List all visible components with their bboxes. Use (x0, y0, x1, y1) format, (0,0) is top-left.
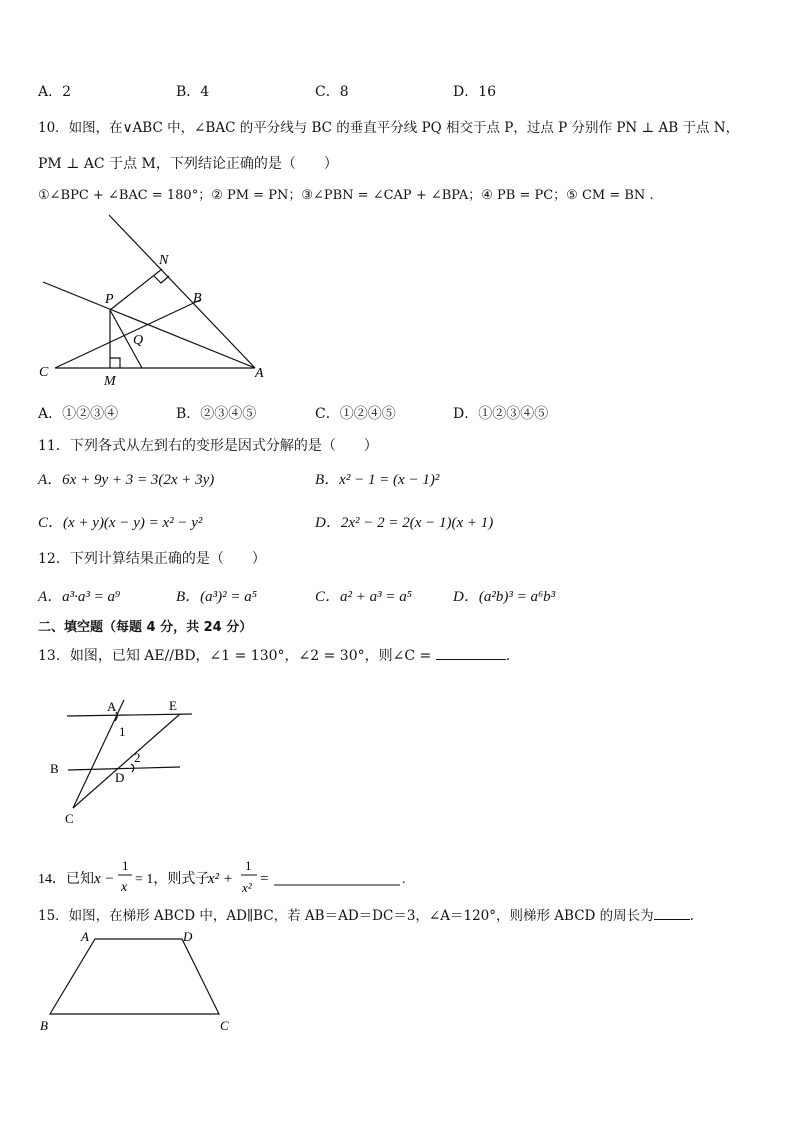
q14-frac1-num: 1 (122, 858, 129, 873)
q10-label-m: M (104, 374, 116, 389)
q10-label-a: A (255, 366, 264, 381)
q10-label-q: Q (133, 333, 144, 348)
q13-parallel-lines-figure (40, 690, 200, 830)
q14-eq1-left: x − (94, 871, 115, 887)
q13-label-d: D (115, 770, 125, 785)
q15-stem: 15．如图，在梯形 ABCD 中，AD∥BC，若 AB＝AD＝DC＝3，∠A＝120°，则梯形 ABCD 的周长为 (38, 908, 654, 924)
q13-label-1: 1 (119, 724, 126, 739)
q10-stem-line2: PM ⊥ AC 于点 M，下列结论正确的是（ ） (38, 156, 338, 172)
q10-label-p: P (105, 292, 114, 307)
q10-triangle-figure (30, 210, 290, 390)
q14-eq2-left: x² + (208, 871, 234, 887)
q13-label-c: C (65, 811, 74, 826)
q12-option-c: C．a² + a³ = a⁵ (315, 589, 412, 605)
q10-option-c: C．①②④⑤ (315, 406, 396, 422)
q13-stem-line (38, 645, 510, 665)
q15-label-b: B (40, 1018, 48, 1033)
q14-prefix: 14．已知 (38, 872, 94, 887)
q14-end: . (402, 872, 406, 887)
q10-option-d: D．①②③④⑤ (453, 406, 549, 422)
q10-label-c: C (39, 365, 49, 380)
q12-option-b: B．(a³)² = a⁵ (176, 589, 257, 605)
q12-stem: 12．下列计算结果正确的是（ ） (38, 551, 266, 567)
q15-trapezoid-figure (35, 925, 245, 1040)
q11-option-d: D．2x² − 2 = 2(x − 1)(x + 1) (315, 515, 494, 531)
q11-option-b: B．x² − 1 = (x − 1)² (315, 472, 440, 488)
q14-frac2-den: x² (242, 880, 252, 895)
q10-stem-line1: 10．如图，在∨ABC 中，∠BAC 的平分线与 BC 的垂直平分线 PQ 相交于点 P，过点 P 分别作 PN ⊥ AB 于点 N， (38, 120, 740, 136)
q10-statements: ①∠BPC + ∠BAC = 180°；② PM = PN；③∠PBN = ∠CAP + ∠BPA；④ PB = PC；⑤ CM = BN . (38, 188, 654, 203)
q9-option-b: B．4 (176, 84, 210, 100)
q9-option-a: A．2 (38, 84, 72, 100)
q15-label-d: D (183, 929, 193, 944)
q15-stem-line (38, 905, 694, 925)
q14-eq1-right: = 1，则式子 (135, 872, 210, 887)
q15-answer-blank[interactable] (654, 905, 690, 920)
q14-equation (38, 856, 418, 896)
section-heading: 二、填空题（每题 4 分，共 24 分） (38, 620, 253, 635)
q9-option-c: C．8 (315, 84, 349, 100)
q12-option-d: D．(a²b)³ = a⁶b³ (453, 589, 556, 605)
q12-option-a: A．a³·a³ = a⁹ (38, 589, 121, 605)
q11-option-c: C．(x + y)(x − y) = x² − y² (38, 515, 203, 531)
q14-eq2-right: = (260, 871, 269, 887)
q9-option-d: D．16 (453, 84, 497, 100)
q10-option-b: B．②③④⑤ (176, 406, 257, 422)
q13-label-2: 2 (134, 750, 141, 765)
q13-end: . (505, 648, 511, 664)
q10-label-b: B (193, 291, 202, 306)
q13-label-e: E (169, 698, 177, 713)
q10-option-a: A．①②③④ (38, 406, 119, 422)
q14-frac2-num: 1 (245, 858, 252, 873)
q10-label-n: N (159, 253, 169, 268)
q13-answer-blank[interactable] (436, 645, 506, 660)
q14-frac1-den: x (121, 880, 128, 895)
q11-stem: 11．下列各式从左到右的变形是因式分解的是（ ） (38, 438, 378, 454)
q15-label-c: C (220, 1018, 229, 1033)
q15-label-a: A (81, 929, 89, 944)
q13-stem: 13．如图，已知 AE//BD，∠1 = 130°，∠2 = 30°，则∠C = (38, 648, 432, 664)
q13-label-a: A (107, 699, 117, 714)
q15-end: . (689, 908, 694, 924)
q11-option-a: A．6x + 9y + 3 = 3(2x + 3y) (38, 472, 215, 488)
q13-label-b: B (50, 761, 59, 776)
